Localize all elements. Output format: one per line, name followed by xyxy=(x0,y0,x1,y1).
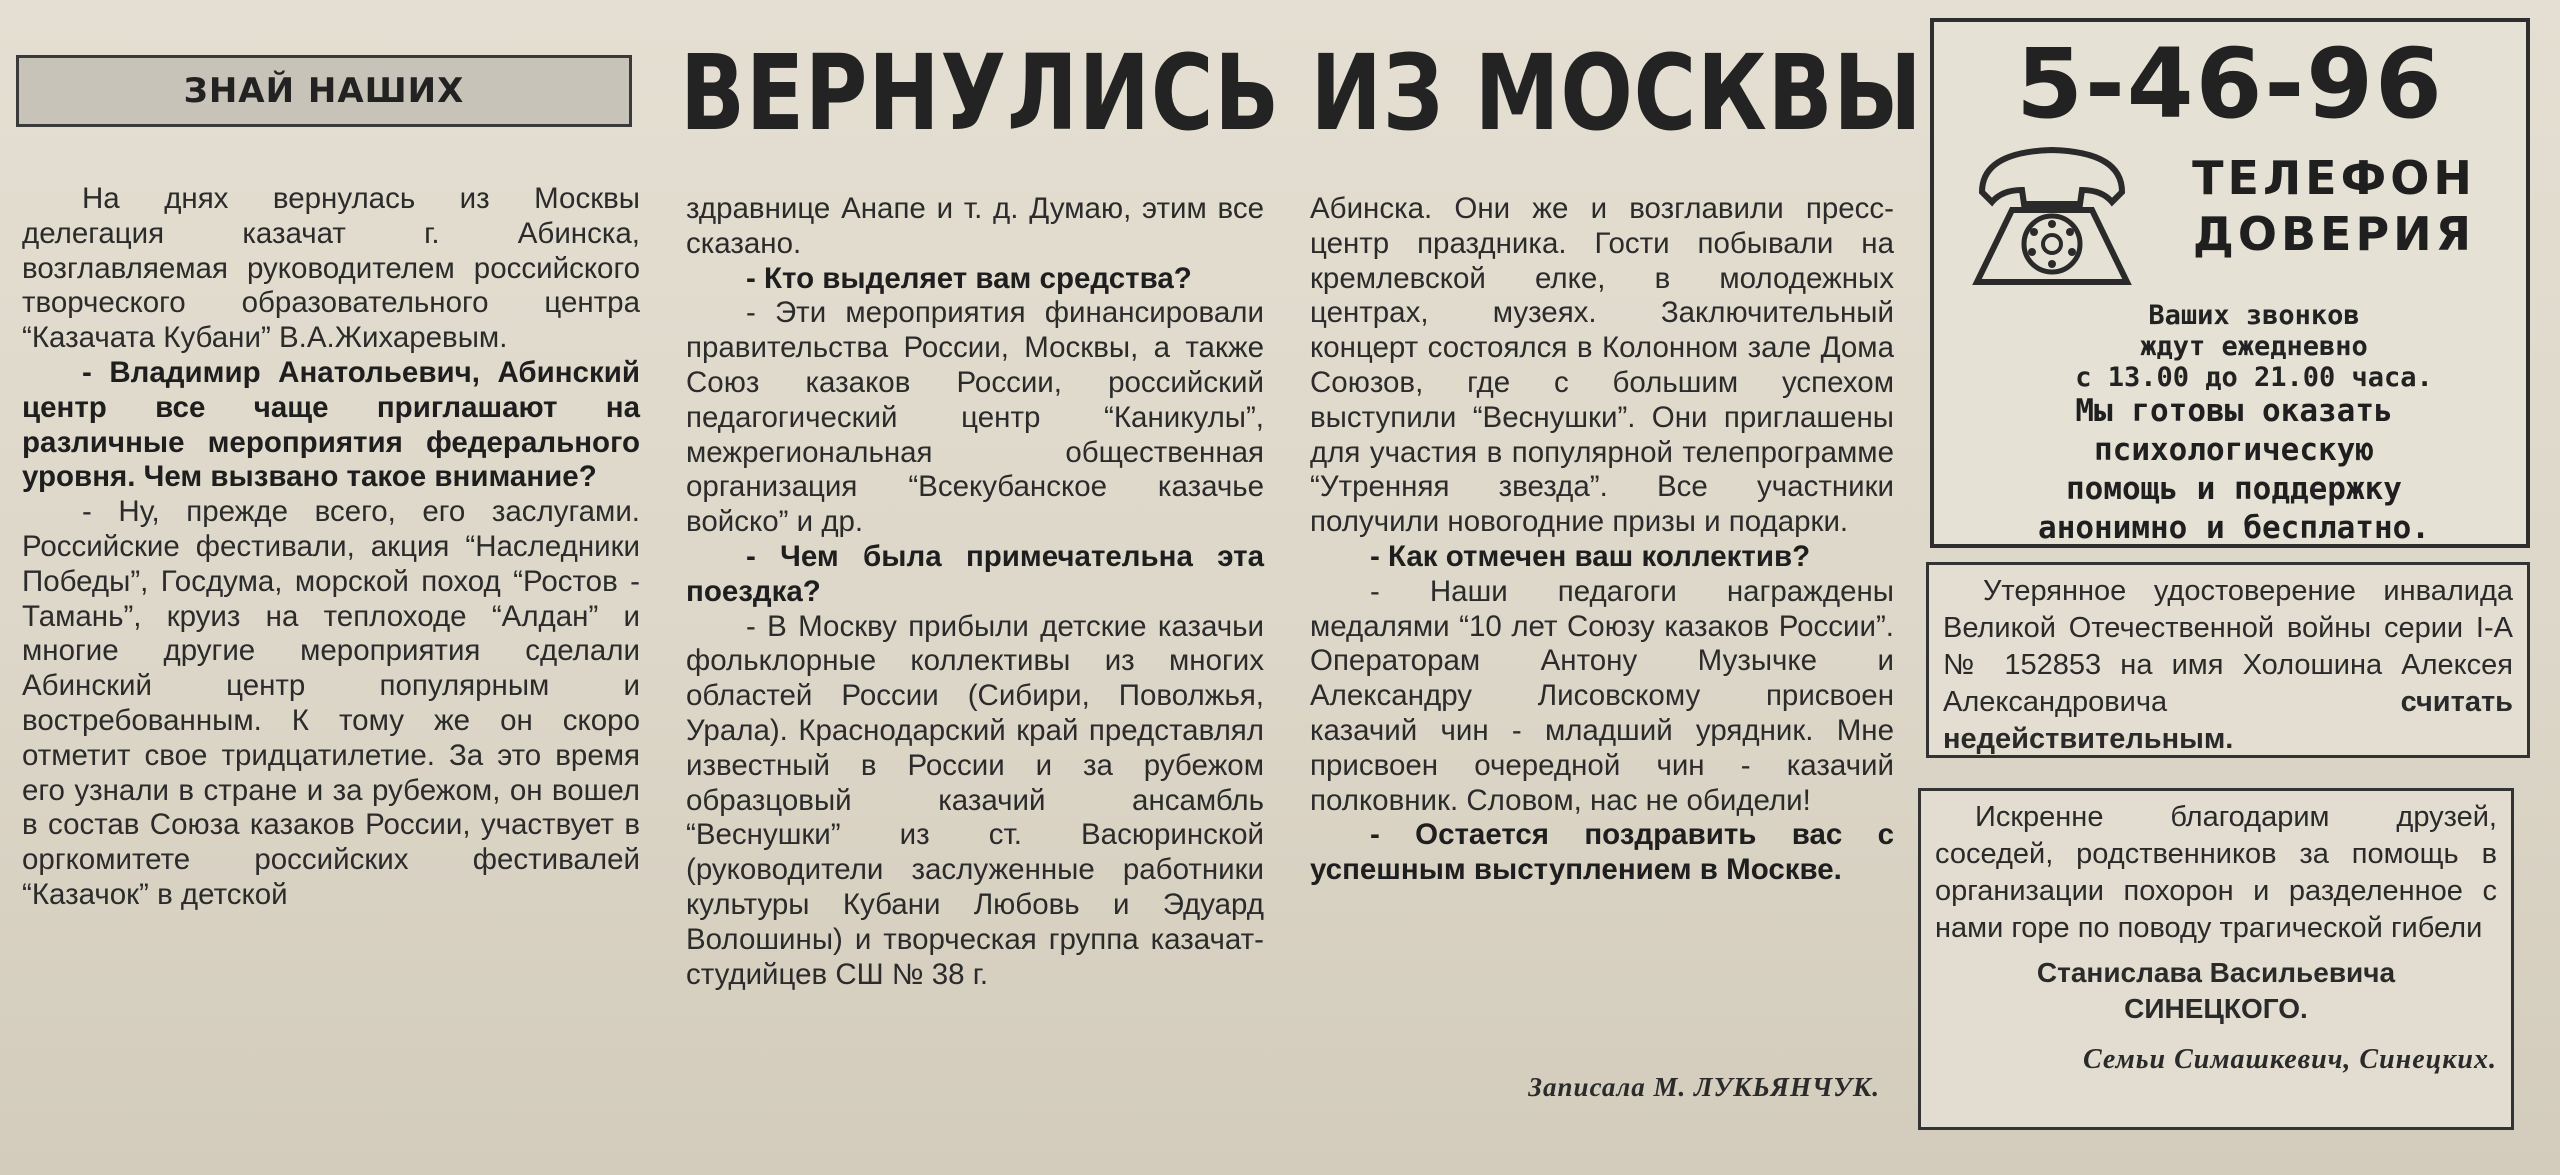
offer-line: Мы готовы оказать xyxy=(2075,393,2393,429)
telephone-icon xyxy=(1962,132,2142,302)
phone-hotline-ad xyxy=(1930,18,2530,548)
interview-question: - Владимир Анатольевич, Абинский центр все чаще приглашают на различные мероприятия федерального уровня. Чем вызвано такое внимание? xyxy=(22,355,640,494)
interview-question: - Как отмечен ваш коллектив? xyxy=(1370,539,1811,573)
article-column-1 xyxy=(22,182,640,913)
hotline-title-line: ДОВЕРИЯ xyxy=(2192,207,2476,261)
notice-text: Утерянное удостоверение инвалида Великой Отечественной войны серии I-А № 152853 на имя Холошина Алексея Александровича xyxy=(1943,575,2513,718)
article-paragraph: На днях вернулась из Москвы делегация казачат г. Абинска, возглавляемая руководителем российского творческого образовательного центра “Казачата Кубани” В.А.Жихаревым. xyxy=(22,182,640,355)
section-rubric xyxy=(16,55,632,127)
hotline-number: 5-46-96 xyxy=(2016,28,2444,140)
article-column-2 xyxy=(686,192,1264,992)
hotline-title xyxy=(2164,150,2504,262)
interview-question: - Кто выделяет вам средства? xyxy=(746,261,1192,295)
interview-question: - Остается поздравить вас с успешным выступлением в Москве. xyxy=(1310,818,1894,887)
article-paragraph: Абинска. Они же и возглавили пресс-центр праздника. Гости побывали на кремлевской елке, в молодежных центрах, музеях. Заключительный концерт состоялся в Колонном зале Дома Союзов, где с большим успехом выступили “Веснушки”. Они приглашены для участия в популярной телепрограмме “Утренняя звезда”. Все участники получили новогодние призы и подарки. xyxy=(1310,192,1894,539)
offer-line: психологическую xyxy=(2094,432,2374,468)
article-headline: ВЕРНУЛИСЬ ИЗ МОСКВЫ xyxy=(680,32,1923,154)
deceased-name-line: Станислава Васильевича xyxy=(2036,957,2396,988)
deceased-name-line: СИНЕЦКОГО. xyxy=(2124,993,2308,1024)
rubric-label: ЗНАЙ НАШИХ xyxy=(183,71,465,111)
article-paragraph: здравнице Анапе и т. д. Думаю, этим все сказано. xyxy=(686,192,1264,260)
offer-line: помощь и поддержку xyxy=(2066,471,2402,507)
hours-line: Ваших звонков xyxy=(2148,300,2360,331)
hotline-title-line: ТЕЛЕФОН xyxy=(2192,151,2476,205)
article-paragraph: - Эти мероприятия финансировали правительства России, Москвы, а также Союз казаков России, российский педагогический центр “Каникулы”, межрегиональная общественная организация “Всекубанское казачье войско” и др. xyxy=(686,296,1264,539)
condolence-signature: Семьи Симашкевич, Синецких. xyxy=(2082,1044,2497,1075)
interview-question: - Чем была примечательна эта поездка? xyxy=(686,539,1264,608)
lost-document-notice xyxy=(1926,562,2530,758)
hotline-hours xyxy=(1994,300,2514,393)
article-paragraph: - В Москву прибыли детские казачьи фольклорные коллективы из многих областей России (Сибири, Поволжья, Урала). Краснодарский край представлял известный в России и за рубежом образцовый казачий ансамбль “Веснушки” из ст. Васюринской (руководители заслуженные работники культуры Кубани Любовь и Эдуард Волошины) и творческая группа казачат-студийцев СШ № 38 г. xyxy=(686,609,1264,991)
hotline-offer xyxy=(1954,392,2514,548)
article-paragraph: - Ну, прежде всего, его заслугами. Российские фестивали, акция “Наследники Победы”, Госдума, морской поход “Ростов - Тамань”, круиз на теплоходе “Алдан” и многие другие мероприятия сделали Абинский центр популярным и востребованным. К тому же он скоро отметит свое тридцатилетие. За это время его узнали в стране и за рубежом, он вошел в состав Союза казаков России, участвует в оргкомитете российских фестивалей “Казачок” в детской xyxy=(22,495,640,911)
deceased-name xyxy=(1935,955,2497,1027)
article-byline: Записала М. ЛУКЬЯНЧУК. xyxy=(1528,1072,1880,1102)
condolence-text: Искренне благодарим друзей, соседей, родственников за помощь в организации похорон и разделенное с нами горе по поводу трагической гибели xyxy=(1935,801,2497,944)
article-paragraph: - Наши педагоги награждены медалями “10 лет Союзу казаков России”. Операторам Антону Музычке и Александру Лисовскому присвоен казачий чин - младший урядник. Мне присвоен очередной чин - казачий полковник. Словом, нас не обидели! xyxy=(1310,574,1894,817)
hours-line: с 13.00 до 21.00 часа. xyxy=(2075,362,2433,393)
notice-emphasis: считать недействительным. xyxy=(1943,686,2513,755)
article-column-3 xyxy=(1310,192,1894,888)
condolence-notice xyxy=(1918,788,2514,1130)
offer-line: анонимно и бесплатно. xyxy=(2038,510,2430,546)
hours-line: ждут ежедневно xyxy=(2140,331,2368,362)
